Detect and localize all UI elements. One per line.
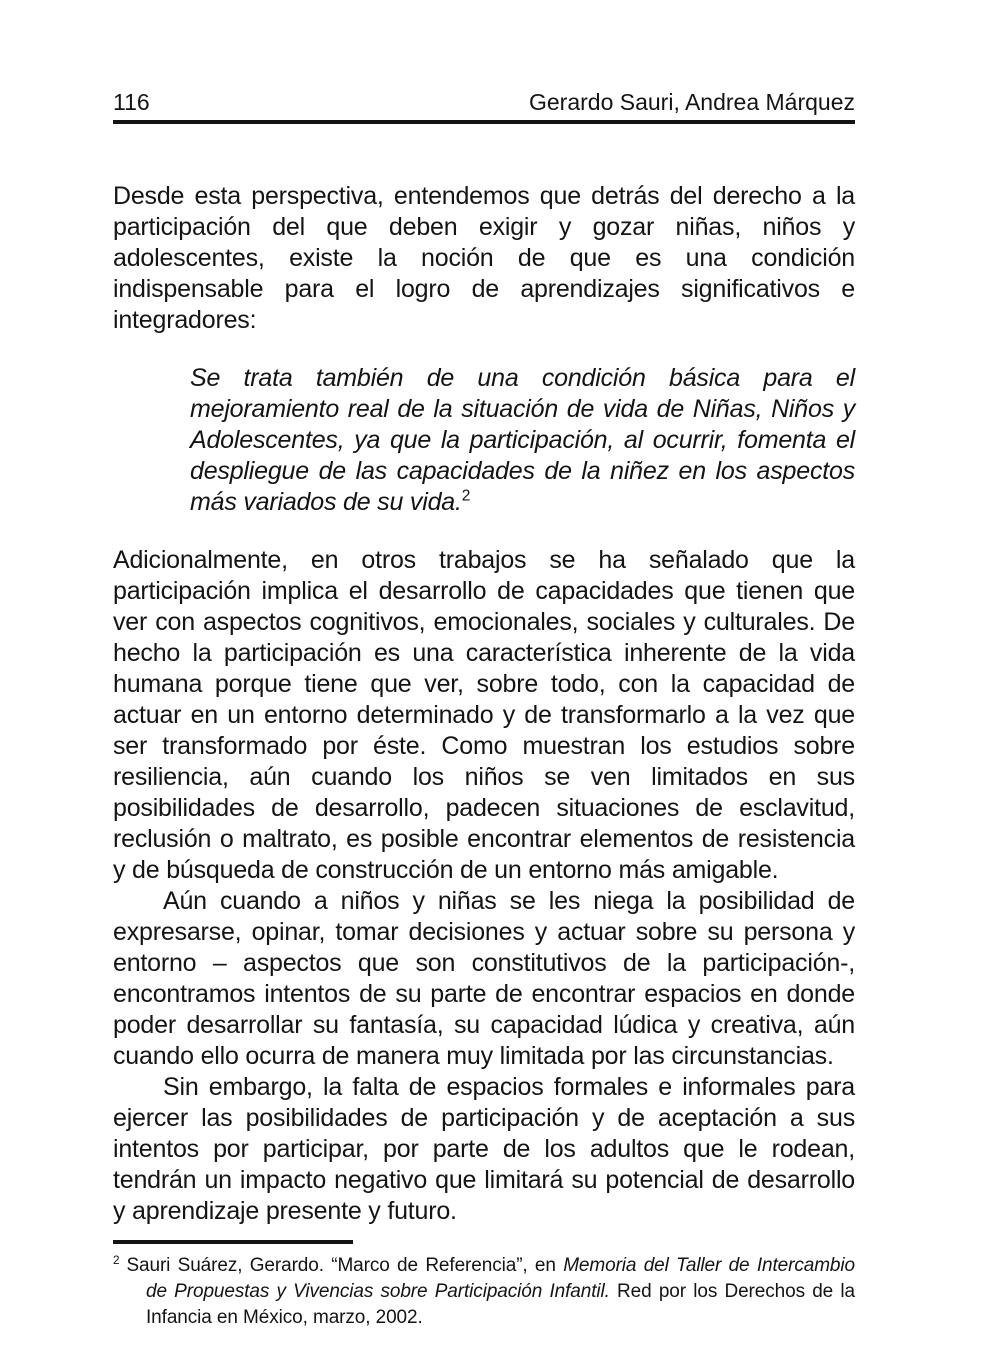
paragraph-sin-embargo: Sin embargo, la falta de espacios formales e informales para ejercer las posibilidades de participación y de aceptación a sus intentos por participar, por parte de los adultos que le rodean, tendrán un impacto negativo que limitará su potencial de desarrollo y aprendizaje presente y futuro. — [113, 1073, 855, 1225]
paragraph-aun-cuando: Aún cuando a niños y niñas se les niega la posibilidad de expresarse, opinar, tomar decisiones y actuar sobre su persona y entorno – aspectos que son constitutivos de la participación-, encontramos intentos de su parte de encontrar espacios en donde poder desarrollar su fantasía, su capacidad lúdica y creativa, aún cuando ello ocurra de manera muy limitada por las circunstancias. — [113, 887, 855, 1070]
paragraph-adicionalmente: Adicionalmente, en otros trabajos se ha señalado que la participación implica el desarrollo de capacidades que tienen que ver con aspectos cognitivos, emocionales, sociales y culturales. De hecho la participación es una característica inherente de la vida humana porque tiene que ver, sobre todo, con la capacidad de actuar en un entorno determinado y de transformarlo a la vez que ser transformado por éste. Como muestran los estudios sobre resiliencia, aún cuando los niños se ven limitados en sus posibilidades de desarrollo, padecen situaciones de esclavitud, reclusión o maltrato, es posible encontrar elementos de resistencia y de búsqueda de construcción de un entorno más amigable. — [113, 546, 855, 884]
running-head-authors: Gerardo Sauri, Andrea Márquez — [528, 89, 855, 115]
footnote — [113, 1253, 855, 1331]
footnote-marker: 2 — [113, 1253, 120, 1267]
footnote-text-italic: Memoria del Taller de Intercambio de Propuestas y Vivencias sobre Participación Infantil. — [146, 1255, 855, 1302]
header-rule — [113, 120, 855, 124]
footnote-rule — [113, 1240, 353, 1244]
running-header — [113, 89, 855, 115]
footnote-text-roman-end: Red por los Derechos de la Infancia en México, marzo, 2002. — [146, 1281, 855, 1328]
page-content — [113, 0, 855, 1331]
quote-text: Se trata también de una condición básica para el mejoramiento real de la situación de vida de Niñas, Niños y Adolescentes, ya que la participación, al ocurrir, fomenta el despliegue de las capacidades de la niñez en los aspectos más variados de su vida. — [190, 364, 855, 516]
footnote-reference: 2 — [461, 487, 471, 505]
block-quote — [190, 363, 855, 518]
footnote-text-roman-start: Sauri Suárez, Gerardo. “Marco de Referencia”, en — [126, 1255, 564, 1276]
paragraph-intro: Desde esta perspectiva, entendemos que detrás del derecho a la participación del que deben exigir y gozar niñas, niños y adolescentes, existe la noción de que es una condición indispensable para el logro de aprendizajes significativos e integradores: — [113, 182, 855, 334]
page-number: 116 — [113, 89, 150, 115]
